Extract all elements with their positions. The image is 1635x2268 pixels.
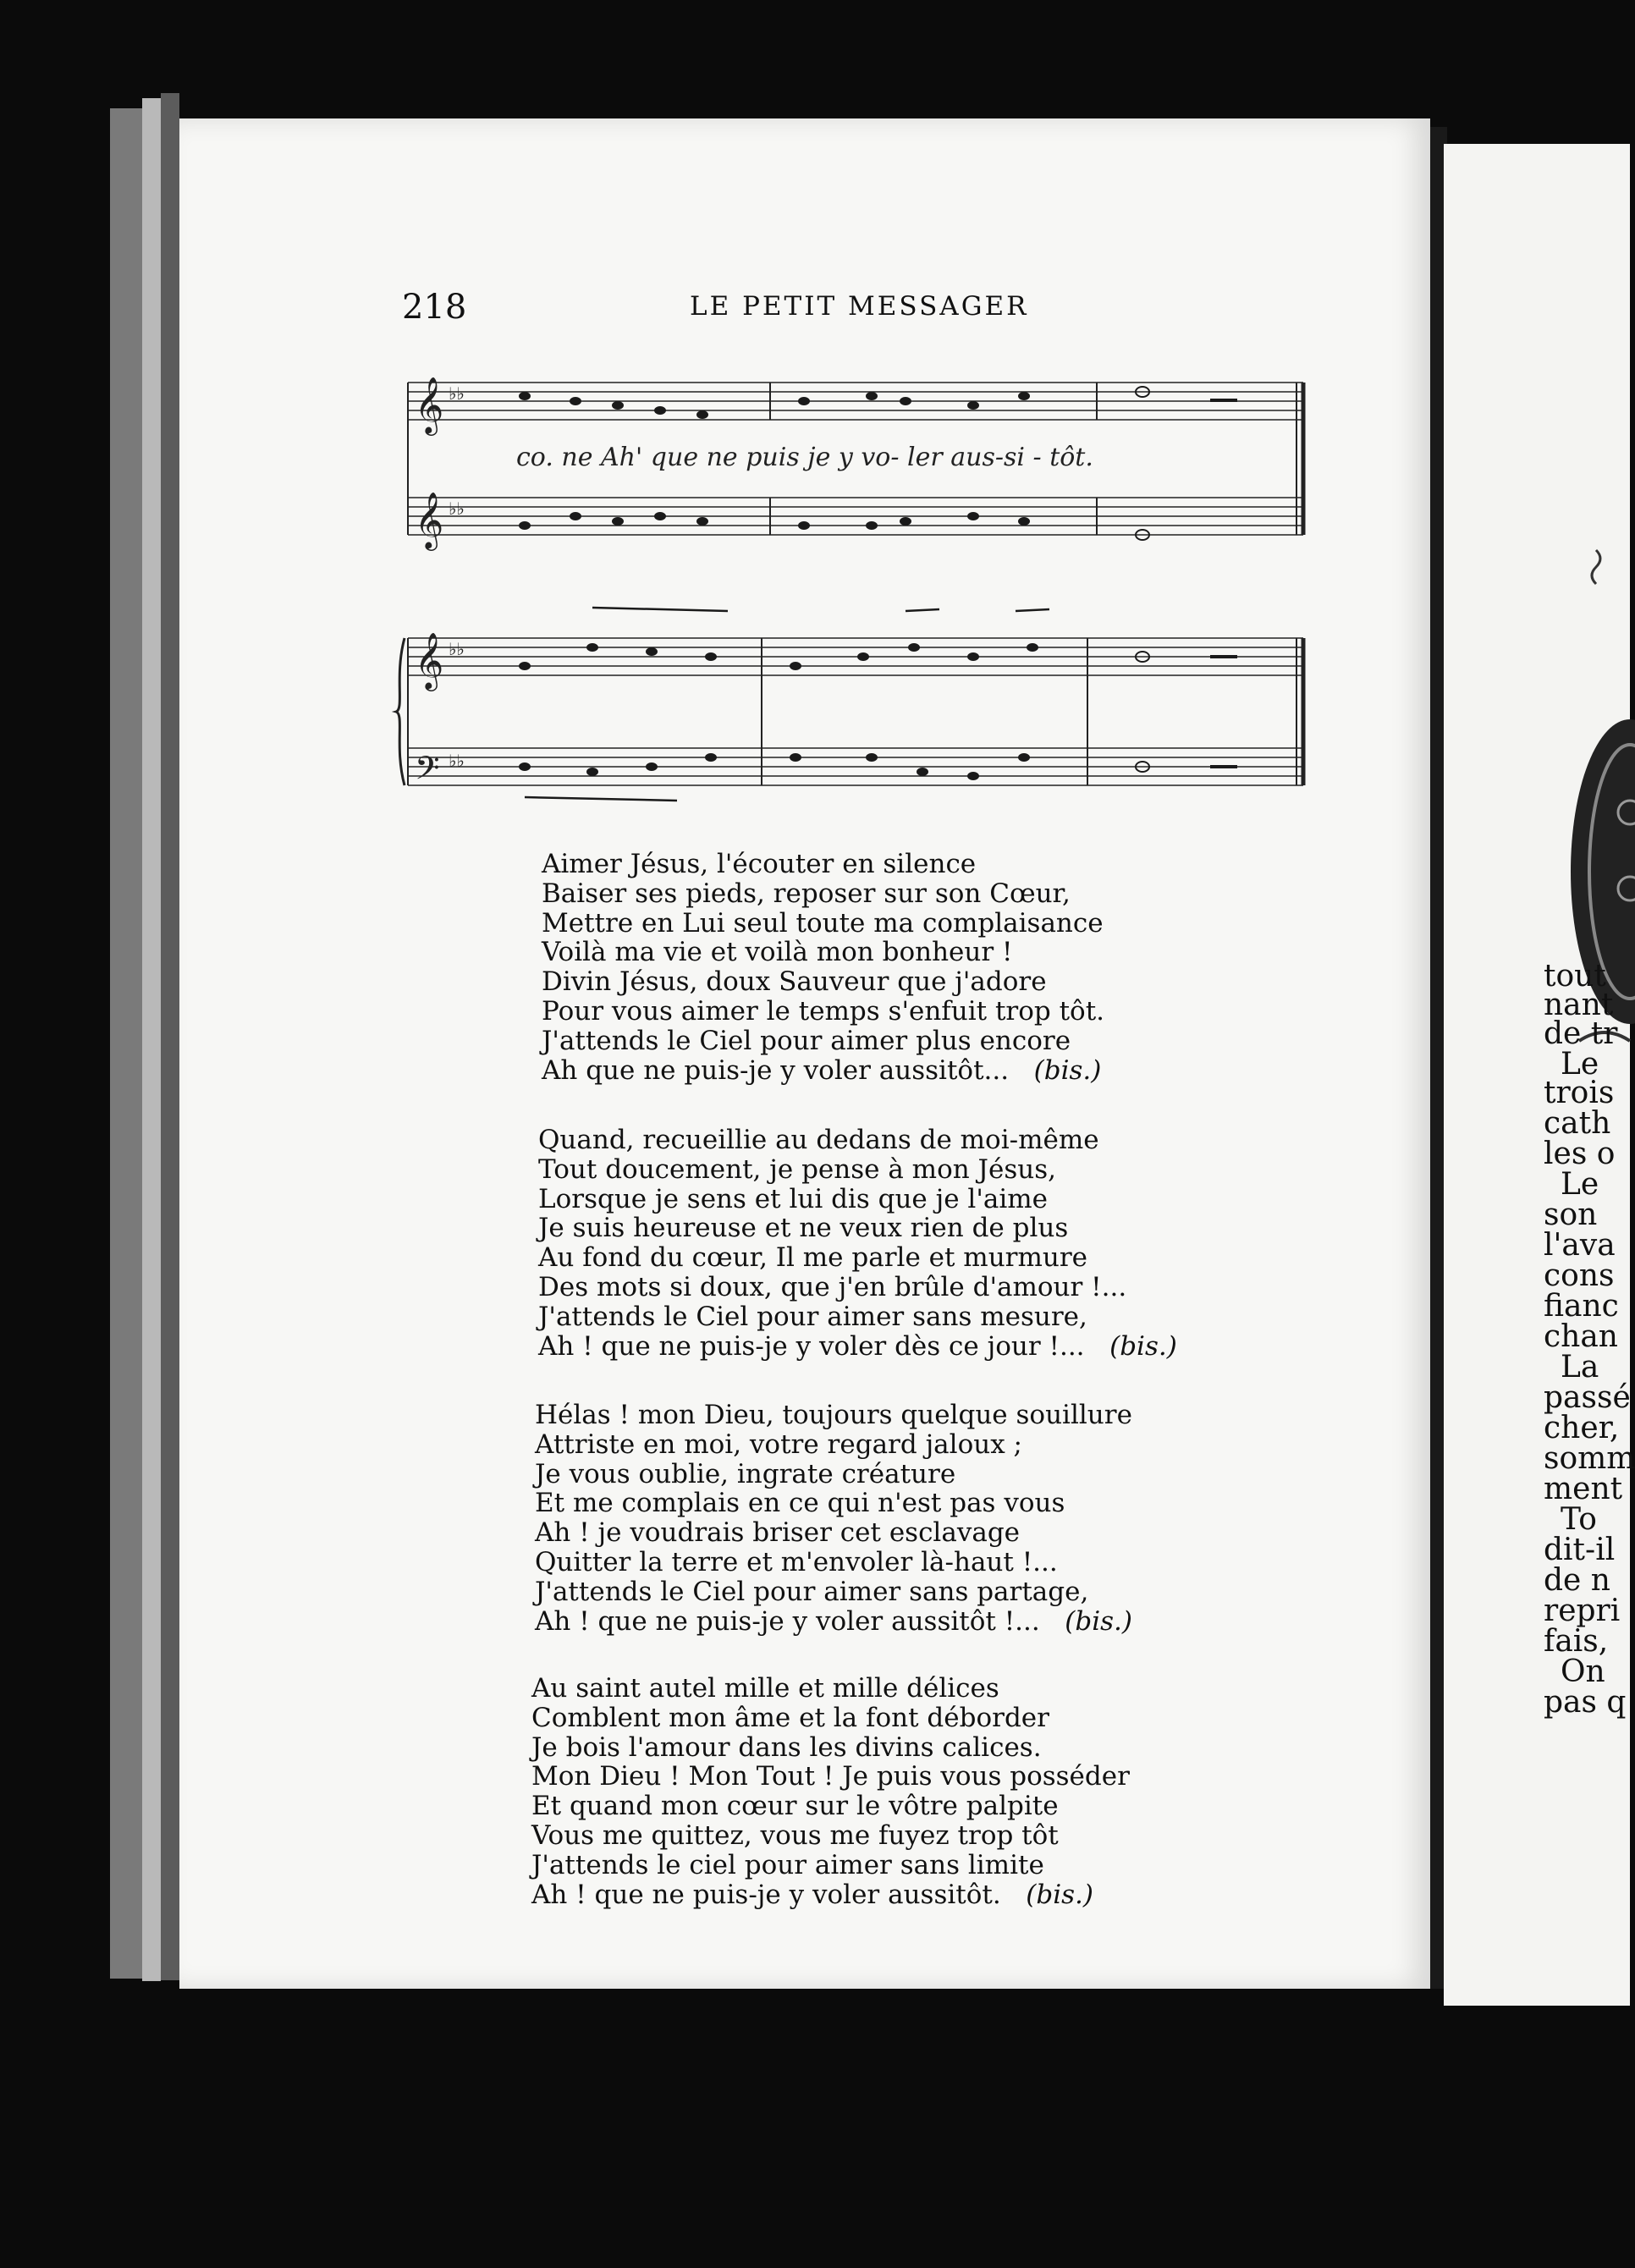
refrain-marker: (bis.) xyxy=(1065,1605,1133,1637)
refrain-marker: (bis.) xyxy=(1109,1330,1177,1362)
verse-line: Ah ! que ne puis-je y voler dès ce jour !... (bis.) xyxy=(538,1330,1177,1362)
verse-line: Mon Dieu ! Mon Tout ! Je puis vous posséder xyxy=(531,1761,1130,1792)
verse-line: Ah que ne puis-je y voler aussitôt... (bis.) xyxy=(542,1054,1102,1086)
verse-line: Je bois l'amour dans les divins calices. xyxy=(531,1731,1042,1763)
text-fragment: fais, xyxy=(1544,1624,1609,1659)
verse-line: Et me complais en ce qui n'est pas vous xyxy=(535,1488,1065,1519)
verse-1 xyxy=(542,850,1104,1085)
verse-line: Hélas ! mon Dieu, toujours quelque souillure xyxy=(535,1400,1132,1430)
verse-line: Quitter la terre et m'envoler là-haut !... xyxy=(535,1546,1058,1577)
verse-line: Quand, recueillie au dedans de moi-même xyxy=(538,1125,1099,1155)
verse-line: Mettre en Lui seul toute ma complaisance xyxy=(542,907,1104,939)
svg-text:𝄞: 𝄞 xyxy=(415,631,444,689)
verse-line: Comblent mon âme et la font déborder xyxy=(531,1702,1049,1733)
verse-line: J'attends le Ciel pour aimer sans partage, xyxy=(535,1576,1089,1607)
text-fragment: passé xyxy=(1544,1380,1631,1415)
text-fragment: dit-il xyxy=(1544,1533,1616,1567)
text-fragment: To xyxy=(1561,1502,1597,1537)
book-edge xyxy=(142,98,161,1981)
text-fragment: ment xyxy=(1544,1472,1623,1506)
text-fragment: repri xyxy=(1544,1594,1621,1628)
staff-piano-treble xyxy=(408,638,1303,675)
verse-line: Baiser ses pieds, reposer sur son Cœur, xyxy=(542,878,1071,909)
verse-line: Et quand mon cœur sur le vôtre palpite xyxy=(531,1791,1059,1822)
refrain-marker: (bis.) xyxy=(1033,1054,1102,1086)
verse-3 xyxy=(535,1401,1132,1636)
verse-line: Ah ! que ne puis-je y voler aussitôt. (bis.) xyxy=(531,1879,1093,1910)
text-fragment: Le xyxy=(1561,1167,1599,1202)
svg-text:♭♭: ♭♭ xyxy=(449,498,465,519)
verse-line: Divin Jésus, doux Sauveur que j'adore xyxy=(542,966,1047,998)
verse-line: Lorsque je sens et lui dis que je l'aime xyxy=(538,1183,1049,1214)
staff-piano-bass xyxy=(408,748,1303,785)
verse-line: Tout doucement, je pense à mon Jésus, xyxy=(538,1153,1056,1185)
book-edge xyxy=(110,108,142,1979)
text-fragment: cher, xyxy=(1544,1411,1620,1445)
text-fragment: somm xyxy=(1544,1441,1635,1476)
verse-line: Voilà ma vie et voilà mon bonheur ! xyxy=(542,937,1013,968)
music-score xyxy=(398,371,1312,811)
text-fragment: tout xyxy=(1544,959,1606,994)
verse-line: Attriste en moi, votre regard jaloux ; xyxy=(535,1429,1022,1460)
verse-line: J'attends le Ciel pour aimer plus encore xyxy=(542,1025,1071,1056)
verse-line: J'attends le Ciel pour aimer sans mesure, xyxy=(538,1301,1087,1332)
svg-text:𝄞: 𝄞 xyxy=(415,376,444,433)
staff-voice-1 xyxy=(408,383,1303,420)
text-fragment: nant xyxy=(1544,988,1614,1022)
svg-text:𝄞: 𝄞 xyxy=(415,491,444,548)
book-edge xyxy=(161,93,179,1980)
svg-text:𝄢: 𝄢 xyxy=(415,749,440,795)
score-lyric: co. ne Ah' que ne puis je y vo- ler aus-si - tôt. xyxy=(516,443,1093,472)
text-fragment: chan xyxy=(1544,1319,1618,1354)
svg-text:♭♭: ♭♭ xyxy=(449,751,465,771)
text-fragment: La xyxy=(1561,1350,1599,1384)
text-fragment: de n xyxy=(1544,1563,1610,1598)
verse-line: J'attends le ciel pour aimer sans limite xyxy=(531,1849,1044,1880)
text-fragment: trois xyxy=(1544,1076,1615,1110)
refrain-marker: (bis.) xyxy=(1026,1879,1093,1910)
text-fragment: l'ava xyxy=(1544,1228,1616,1263)
text-fragment: Le xyxy=(1561,1047,1599,1082)
text-fragment: son xyxy=(1544,1197,1598,1232)
verse-line: Aimer Jésus, l'écouter en silence xyxy=(542,849,977,879)
verse-line: Des mots si doux, que j'en brûle d'amour !... xyxy=(538,1271,1127,1302)
verse-line: Je vous oublie, ingrate créature xyxy=(535,1458,956,1489)
text-fragment: On xyxy=(1561,1654,1605,1689)
right-page xyxy=(1444,144,1635,2006)
page-number: 218 xyxy=(402,288,467,327)
staff-voice-2 xyxy=(408,498,1303,535)
verse-line: Au saint autel mille et mille délices xyxy=(531,1673,999,1704)
verse-line: Ah ! que ne puis-je y voler aussitôt !... (bis.) xyxy=(535,1605,1133,1637)
running-title: LE PETIT MESSAGER xyxy=(690,291,1029,322)
text-fragment: pas q xyxy=(1544,1685,1627,1720)
verse-line: Pour vous aimer le temps s'enfuit trop tôt. xyxy=(542,995,1105,1027)
verse-line: Au fond du cœur, Il me parle et murmure xyxy=(538,1242,1088,1274)
verse-line: Je suis heureuse et ne veux rien de plus xyxy=(538,1213,1069,1244)
verse-line: Ah ! je voudrais briser cet esclavage xyxy=(535,1517,1021,1549)
text-fragment: cath xyxy=(1544,1106,1611,1141)
text-fragment: cons xyxy=(1544,1258,1615,1293)
svg-text:♭♭: ♭♭ xyxy=(449,383,465,404)
text-fragment: fianc xyxy=(1544,1289,1619,1324)
verse-line: Vous me quittez, vous me fuyez trop tôt xyxy=(531,1819,1059,1851)
verse-4 xyxy=(531,1674,1130,1909)
text-fragment: de tr xyxy=(1544,1016,1618,1051)
verse-2 xyxy=(538,1126,1177,1361)
svg-text:♭♭: ♭♭ xyxy=(449,639,465,659)
text-fragment: les o xyxy=(1544,1137,1616,1171)
